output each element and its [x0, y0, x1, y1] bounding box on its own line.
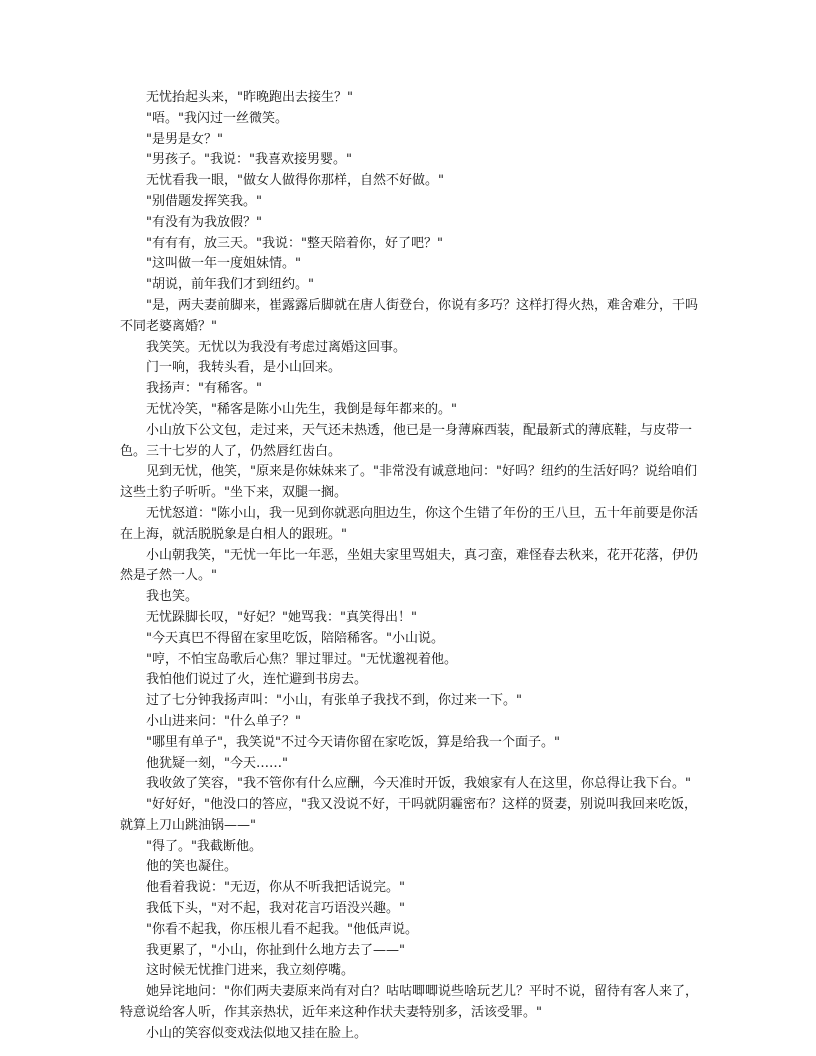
- paragraph: 他的笑也凝住。: [146, 859, 238, 875]
- paragraph: "唔。"我闪过一丝微笑。: [146, 110, 288, 126]
- paragraph: "今天真巴不得留在家里吃饭，陪陪稀客。"小山说。: [146, 630, 444, 646]
- paragraph: 我更累了，"小山，你扯到什么地方去了——": [146, 942, 405, 958]
- paragraph: "是男是女？": [146, 131, 223, 147]
- paragraph: 无忧冷笑，"稀客是陈小山先生，我倒是每年都来的。": [146, 401, 457, 417]
- paragraph: "是，两夫妻前脚来，崔露露后脚就在唐人街登台，你说有多巧？这样打得火热，难舍难分，干吗不同老婆离婚？": [120, 297, 698, 334]
- paragraph: "有没有为我放假？": [146, 214, 262, 230]
- paragraph: 过了七分钟我扬声叫："小山，有张单子我找不到，你过来一下。": [146, 693, 522, 709]
- paragraph: "别借题发挥笑我。": [146, 193, 262, 209]
- paragraph: 他看着我说："无迈，你从不听我把话说完。": [146, 880, 405, 896]
- paragraph: "哼，不怕宝岛歌后心焦？罪过罪过。"无忧邈视着他。: [146, 651, 457, 667]
- paragraph: 小山放下公文包，走过来，天气还未热透，他已是一身薄麻西装，配最新式的薄底鞋，与皮带一色。三十七岁的人了，仍然唇红齿白。: [120, 422, 693, 459]
- paragraph: 我扬声："有稀客。": [146, 381, 262, 397]
- paragraph: 无忧抬起头来，"昨晚跑出去接生？": [146, 90, 353, 105]
- paragraph: 无忧看我一眼，"做女人做得你那样，自然不好做。": [146, 173, 444, 189]
- paragraph: 我笑笑。无忧以为我没有考虑过离婚这回事。: [146, 339, 407, 355]
- paragraph: "好好好，"他没口的答应，"我又没说不好，干吗就阴霾密布？这样的贤妻，别说叫我回来吃饭，就算上刀山跳油锅——": [120, 797, 697, 833]
- paragraph: 小山进来问："什么单子？": [146, 713, 301, 729]
- paragraph: "这叫做一年一度姐妹情。": [146, 256, 301, 272]
- paragraph: 见到无忧，他笑，"原来是你妹妹来了。"非常没有诚意地问："好吗？纽约的生活好吗？说给咱们这些土豹子听听。"坐下来，双腿一搁。: [120, 464, 697, 501]
- paragraph: 小山的笑容似变戏法似地又挂在脸上。: [146, 1025, 368, 1041]
- paragraph: 无忧怒道："陈小山，我一见到你就恶向胆边生，你这个生错了年份的王八旦，五十年前要是你活在上海，就活脱脱象是白相人的跟班。": [120, 505, 698, 542]
- paragraph: 无忧跺脚长叹，"好妃？"她骂我："真笑得出！": [146, 609, 417, 625]
- paragraph: 门一响，我转头看，是小山回来。: [146, 360, 342, 376]
- paragraph: 她异诧地问："你们两夫妻原来尚有对白？咕咕唧唧说些啥玩艺儿？平时不说，留待有客人来了，特意说给客人听，作其亲热状，近年来这种作状夫妻特别多，活该受罪。": [120, 984, 698, 1021]
- paragraph: 我也笑。: [146, 589, 199, 605]
- paragraph: "得了。"我截断他。: [146, 838, 262, 854]
- paragraph: "你看不起我，你压根儿看不起我。"他低声说。: [146, 921, 418, 937]
- paragraph: 他犹疑一刻，"今天……": [146, 755, 288, 771]
- paragraph: 小山朝我笑，"无忧一年比一年恶，坐姐夫家里骂姐夫，真刁蛮，难怪春去秋来，花开花落，伊仍然是孑然一人。": [120, 547, 698, 584]
- paragraph: 我收敛了笑容，"我不管你有什么应酬，今天准时开饭，我娘家有人在这里，你总得让我下台。": [146, 776, 691, 792]
- paragraph: "胡说，前年我们才到纽约。": [146, 277, 314, 293]
- paragraph: 这时候无忧推门进来，我立刻停嘴。: [146, 963, 355, 979]
- paragraph: 我怕他们说过了火，连忙避到书房去。: [146, 672, 368, 688]
- document-page: [120, 88, 700, 1045]
- paragraph: 我低下头，"对不起，我对花言巧语没兴趣。": [146, 901, 405, 917]
- paragraph: "有有有，放三天。"我说："整天陪着你，好了吧？": [146, 235, 443, 251]
- paragraph: "哪里有单子"，我笑说"不过今天请你留在家吃饭，算是给我一个面子。": [146, 734, 560, 750]
- paragraph: "男孩子。"我说："我喜欢接男婴。": [146, 152, 352, 168]
